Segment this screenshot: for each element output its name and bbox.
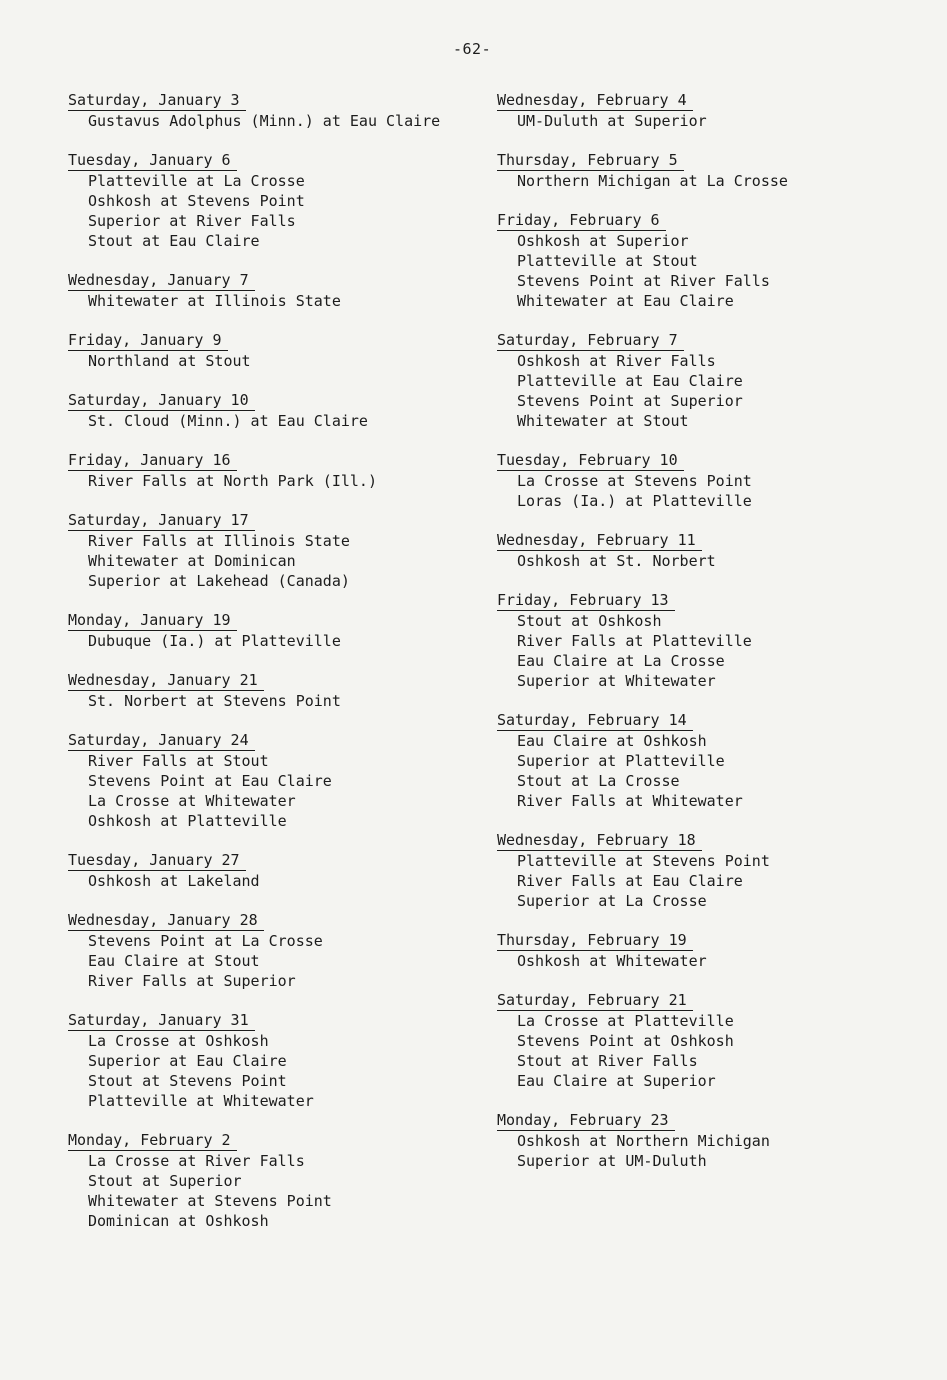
schedule-day: [68, 90, 468, 131]
game-item: Eau Claire at Oshkosh: [517, 732, 707, 750]
schedule-day: [68, 510, 468, 591]
schedule-day: [497, 1110, 897, 1171]
games-list: [497, 851, 897, 911]
schedule-day: [68, 670, 468, 711]
game-item: Oshkosh at Stevens Point: [88, 192, 305, 210]
day-header: Wednesday, February 11: [497, 530, 702, 551]
game-item: Platteville at Whitewater: [88, 1092, 314, 1110]
game-item: Stevens Point at Oshkosh: [517, 1032, 734, 1050]
games-list: [68, 931, 468, 991]
day-header: Tuesday, January 27: [68, 850, 246, 871]
game-item: Whitewater at Dominican: [88, 552, 296, 570]
game-item: River Falls at North Park (Ill.): [88, 472, 377, 490]
day-header: Thursday, February 19: [497, 930, 693, 951]
games-list: [68, 631, 468, 651]
schedule-column-left: [68, 90, 468, 1250]
schedule-day: [497, 330, 897, 431]
game-item: Superior at Lakehead (Canada): [88, 572, 350, 590]
game-item: River Falls at Illinois State: [88, 532, 350, 550]
game-item: St. Norbert at Stevens Point: [88, 692, 341, 710]
page-number: -62-: [453, 40, 492, 58]
games-list: [68, 531, 468, 591]
day-header: Wednesday, January 21: [68, 670, 264, 691]
schedule-day: [497, 990, 897, 1091]
game-item: Oshkosh at River Falls: [517, 352, 716, 370]
day-header: Saturday, January 31: [68, 1010, 255, 1031]
games-list: [68, 691, 468, 711]
day-header: Friday, January 9: [68, 330, 228, 351]
games-list: [68, 1031, 468, 1111]
day-header: Saturday, January 17: [68, 510, 255, 531]
schedule-day: [68, 730, 468, 831]
game-item: Oshkosh at Lakeland: [88, 872, 260, 890]
day-header: Wednesday, January 7: [68, 270, 255, 291]
schedule-day: [68, 1010, 468, 1111]
game-item: Stout at La Crosse: [517, 772, 680, 790]
day-header: Saturday, February 21: [497, 990, 693, 1011]
game-item: Whitewater at Stout: [517, 412, 689, 430]
games-list: [68, 111, 468, 131]
game-item: Eau Claire at Superior: [517, 1072, 716, 1090]
game-item: Dominican at Oshkosh: [88, 1212, 269, 1230]
games-list: [497, 351, 897, 431]
schedule-day: [497, 150, 897, 191]
game-item: Stevens Point at Eau Claire: [88, 772, 332, 790]
game-item: Superior at River Falls: [88, 212, 296, 230]
day-header: Monday, February 2: [68, 1130, 237, 1151]
game-item: Platteville at Stout: [517, 252, 698, 270]
game-item: River Falls at Superior: [88, 972, 296, 990]
game-item: Superior at La Crosse: [517, 892, 707, 910]
game-item: Whitewater at Eau Claire: [517, 292, 734, 310]
day-header: Friday, February 6: [497, 210, 666, 231]
day-header: Friday, January 16: [68, 450, 237, 471]
games-list: [68, 471, 468, 491]
game-item: Stout at Superior: [88, 1172, 242, 1190]
game-item: River Falls at Eau Claire: [517, 872, 743, 890]
game-item: River Falls at Stout: [88, 752, 269, 770]
game-item: Stout at Oshkosh: [517, 612, 662, 630]
games-list: [68, 351, 468, 371]
game-item: Stout at Eau Claire: [88, 232, 260, 250]
game-item: Stout at River Falls: [517, 1052, 698, 1070]
schedule-day: [68, 910, 468, 991]
game-item: Northland at Stout: [88, 352, 251, 370]
game-item: Oshkosh at Platteville: [88, 812, 287, 830]
game-item: Oshkosh at Whitewater: [517, 952, 707, 970]
games-list: [497, 611, 897, 691]
game-item: La Crosse at Platteville: [517, 1012, 734, 1030]
game-item: Oshkosh at St. Norbert: [517, 552, 716, 570]
day-header: Friday, February 13: [497, 590, 675, 611]
games-list: [68, 411, 468, 431]
schedule-day: [497, 830, 897, 911]
schedule-column-right: [497, 90, 897, 1190]
games-list: [497, 171, 897, 191]
day-header: Saturday, February 14: [497, 710, 693, 731]
games-list: [68, 1151, 468, 1231]
schedule-day: [68, 150, 468, 251]
day-header: Tuesday, January 6: [68, 150, 237, 171]
games-list: [68, 291, 468, 311]
day-header: Saturday, February 7: [497, 330, 684, 351]
game-item: River Falls at Platteville: [517, 632, 752, 650]
games-list: [497, 731, 897, 811]
day-header: Wednesday, February 4: [497, 90, 693, 111]
schedule-day: [497, 930, 897, 971]
game-item: Stevens Point at River Falls: [517, 272, 770, 290]
schedule-day: [497, 210, 897, 311]
game-item: La Crosse at Stevens Point: [517, 472, 752, 490]
day-header: Tuesday, February 10: [497, 450, 684, 471]
schedule-day: [68, 610, 468, 651]
games-list: [497, 471, 897, 511]
game-item: Loras (Ia.) at Platteville: [517, 492, 752, 510]
day-header: Wednesday, February 18: [497, 830, 702, 851]
day-header: Saturday, January 10: [68, 390, 255, 411]
games-list: [497, 1011, 897, 1091]
game-item: La Crosse at Whitewater: [88, 792, 296, 810]
game-item: Gustavus Adolphus (Minn.) at Eau Claire: [88, 112, 441, 130]
games-list: [497, 111, 897, 131]
game-item: Whitewater at Illinois State: [88, 292, 341, 310]
game-item: Stevens Point at La Crosse: [88, 932, 323, 950]
games-list: [497, 951, 897, 971]
game-item: St. Cloud (Minn.) at Eau Claire: [88, 412, 368, 430]
game-item: Stevens Point at Superior: [517, 392, 743, 410]
day-header: Thursday, February 5: [497, 150, 684, 171]
games-list: [68, 751, 468, 831]
game-item: Eau Claire at La Crosse: [517, 652, 725, 670]
game-item: Platteville at La Crosse: [88, 172, 305, 190]
day-header: Monday, February 23: [497, 1110, 675, 1131]
game-item: Eau Claire at Stout: [88, 952, 260, 970]
game-item: Superior at Platteville: [517, 752, 725, 770]
game-item: Platteville at Eau Claire: [517, 372, 743, 390]
schedule-day: [68, 1130, 468, 1231]
games-list: [497, 231, 897, 311]
game-item: Oshkosh at Northern Michigan: [517, 1132, 770, 1150]
game-item: Whitewater at Stevens Point: [88, 1192, 332, 1210]
game-item: Superior at UM-Duluth: [517, 1152, 707, 1170]
schedule-day: [497, 590, 897, 691]
day-header: Saturday, January 24: [68, 730, 255, 751]
games-list: [497, 1131, 897, 1171]
game-item: Superior at Eau Claire: [88, 1052, 287, 1070]
game-item: Superior at Whitewater: [517, 672, 716, 690]
schedule-day: [68, 330, 468, 371]
schedule-day: [497, 530, 897, 571]
game-item: River Falls at Whitewater: [517, 792, 743, 810]
game-item: La Crosse at Oshkosh: [88, 1032, 269, 1050]
game-item: Oshkosh at Superior: [517, 232, 689, 250]
schedule-day: [68, 390, 468, 431]
game-item: Dubuque (Ia.) at Platteville: [88, 632, 341, 650]
schedule-day: [68, 450, 468, 491]
schedule-day: [497, 90, 897, 131]
game-item: Stout at Stevens Point: [88, 1072, 287, 1090]
schedule-day: [497, 450, 897, 511]
games-list: [497, 551, 897, 571]
games-list: [68, 171, 468, 251]
games-list: [68, 871, 468, 891]
schedule-day: [68, 850, 468, 891]
game-item: La Crosse at River Falls: [88, 1152, 305, 1170]
day-header: Saturday, January 3: [68, 90, 246, 111]
game-item: UM-Duluth at Superior: [517, 112, 707, 130]
day-header: Monday, January 19: [68, 610, 237, 631]
game-item: Platteville at Stevens Point: [517, 852, 770, 870]
schedule-day: [68, 270, 468, 311]
game-item: Northern Michigan at La Crosse: [517, 172, 788, 190]
schedule-day: [497, 710, 897, 811]
day-header: Wednesday, January 28: [68, 910, 264, 931]
